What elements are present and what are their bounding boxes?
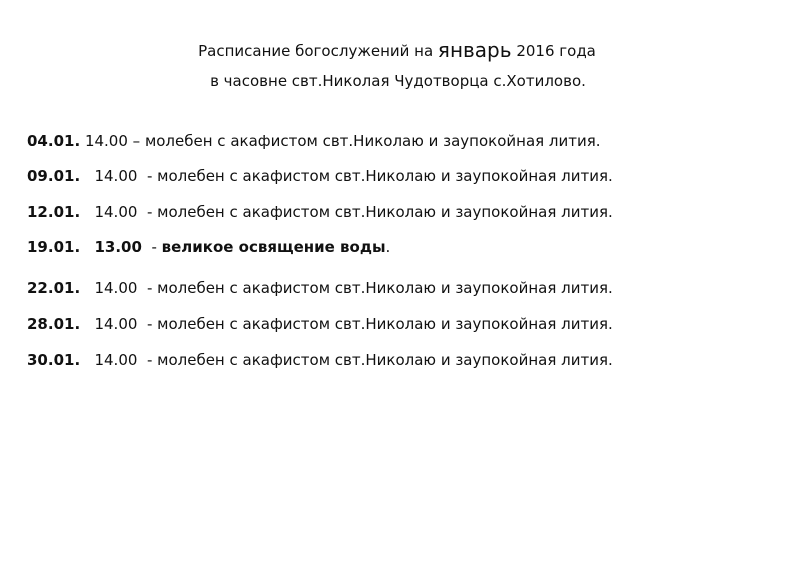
entry-date: 09.01. xyxy=(27,167,81,185)
schedule-entry xyxy=(27,203,613,221)
entry-time: 13.00 xyxy=(94,238,142,256)
entry-time: 14.00 xyxy=(94,167,138,185)
entry-gap xyxy=(80,167,94,185)
entry-description: молебен с акафистом свт.Николаю и заупокойная лития. xyxy=(157,167,613,185)
title-prefix: Расписание богослужений на xyxy=(198,42,438,60)
schedule-entry xyxy=(27,315,613,333)
entry-gap xyxy=(80,203,94,221)
entry-gap xyxy=(80,238,94,256)
entry-time: 14.00 xyxy=(94,315,138,333)
schedule-entry xyxy=(27,167,613,185)
entry-separator: - xyxy=(137,279,158,297)
entry-gap xyxy=(80,315,94,333)
entry-gap xyxy=(80,351,94,369)
title-month: январь xyxy=(437,38,512,62)
schedule-entry xyxy=(27,238,390,256)
entry-time: 14.00 xyxy=(94,279,138,297)
entry-separator: - xyxy=(137,167,158,185)
entry-date: 12.01. xyxy=(27,203,81,221)
entry-time: 14.00 xyxy=(94,203,138,221)
entry-separator: - xyxy=(137,315,158,333)
entry-separator: - xyxy=(141,238,162,256)
entry-time: 14.00 xyxy=(94,351,138,369)
entry-gap xyxy=(80,279,94,297)
schedule-entry xyxy=(27,351,613,369)
entry-separator: - xyxy=(137,351,158,369)
entry-time: 14.00 xyxy=(84,132,128,150)
chapel-subtitle: в часовне свт.Николая Чудотворца с.Хотилово. xyxy=(210,72,586,90)
schedule-entry xyxy=(27,132,601,150)
entry-description: молебен с акафистом свт.Николаю и заупокойная лития. xyxy=(157,203,613,221)
entry-description: молебен с акафистом свт.Николаю и заупокойная лития. xyxy=(157,315,613,333)
title-suffix: 2016 года xyxy=(511,42,596,60)
entry-separator: - xyxy=(137,203,158,221)
entry-date: 22.01. xyxy=(27,279,81,297)
entry-separator: – xyxy=(127,132,145,150)
entry-description: великое освящение воды xyxy=(161,238,386,256)
entry-description: молебен с акафистом свт.Николаю и заупокойная лития. xyxy=(157,279,613,297)
entry-description: молебен с акафистом свт.Николаю и заупокойная лития. xyxy=(144,132,601,150)
entry-description-suffix: . xyxy=(385,238,391,256)
schedule-entry xyxy=(27,279,613,297)
entry-date: 19.01. xyxy=(27,238,81,256)
entry-date: 30.01. xyxy=(27,351,81,369)
entry-description: молебен с акафистом свт.Николаю и заупокойная лития. xyxy=(157,351,613,369)
schedule-title xyxy=(0,38,797,62)
entry-date: 28.01. xyxy=(27,315,81,333)
entry-date: 04.01. xyxy=(27,132,81,150)
